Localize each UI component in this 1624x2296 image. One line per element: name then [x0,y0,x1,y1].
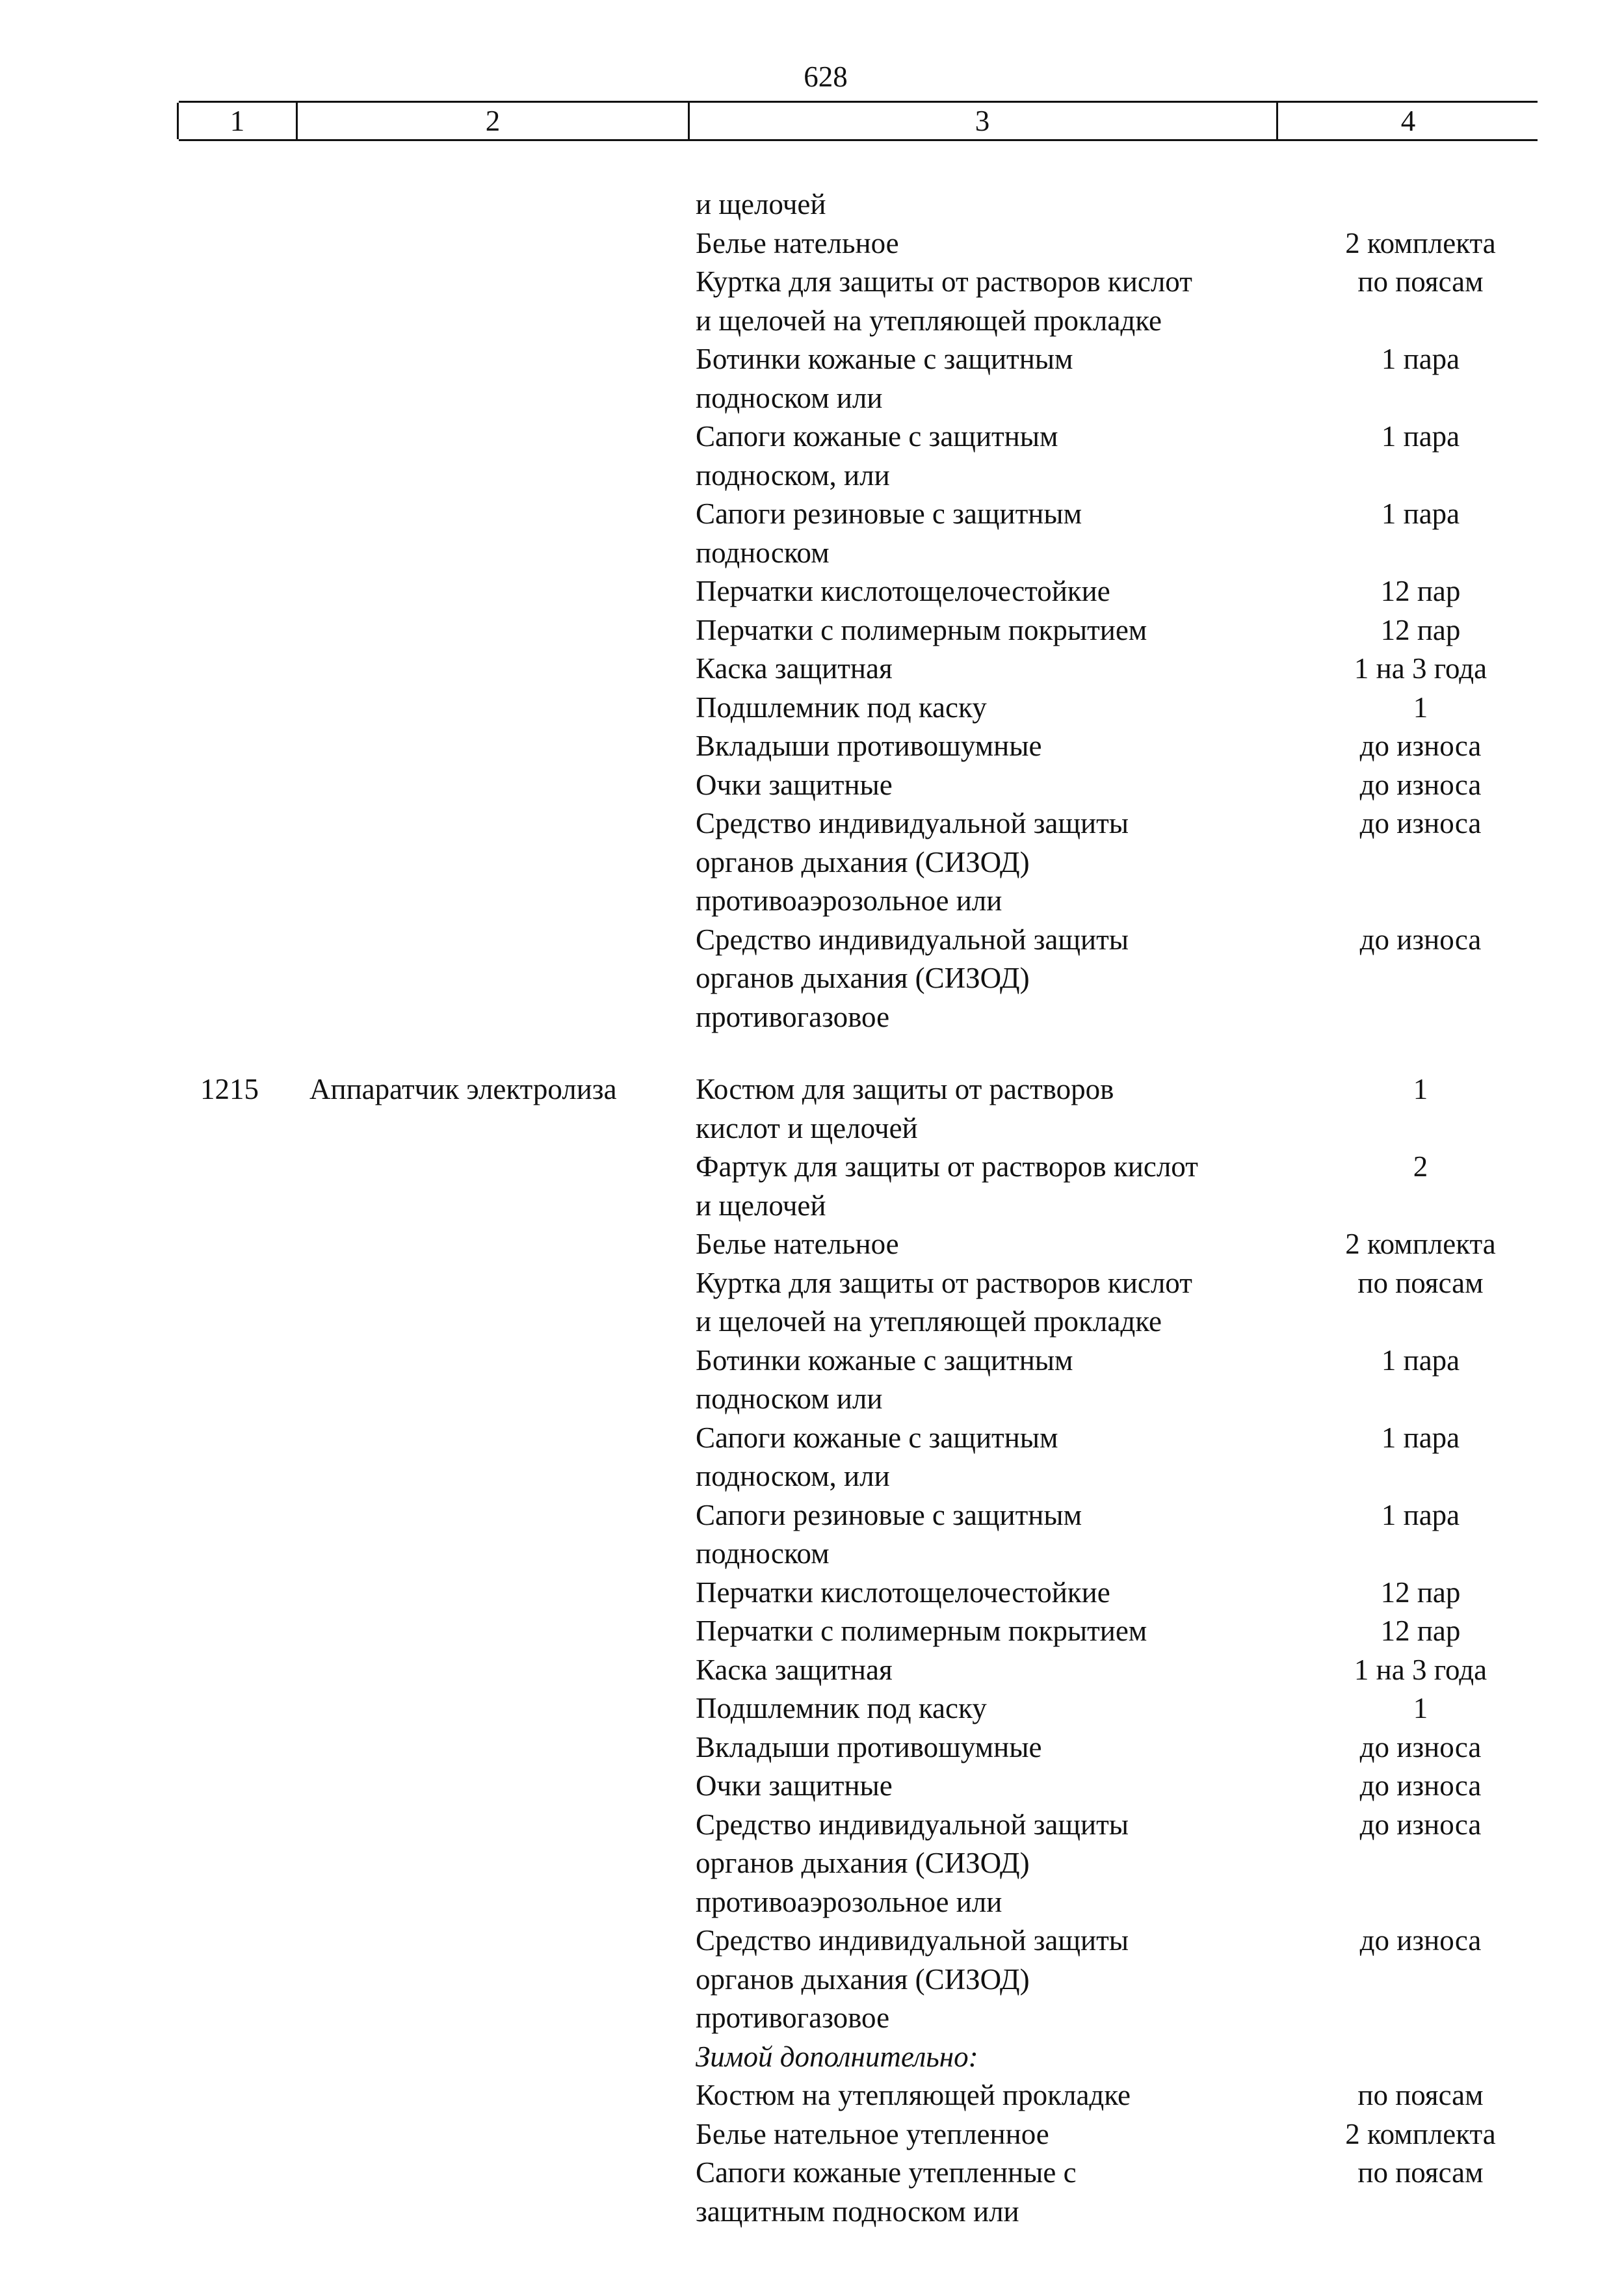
section-subheading: Зимой дополнительно: [696,2040,978,2073]
item-name: Очки защитные [696,768,893,801]
column-header-4: 4 [1400,105,1416,137]
item-name: Куртка для защиты от растворов кислот [696,265,1192,298]
item-name: органов дыхания (СИЗОД) [696,845,1030,878]
item-name: Куртка для защиты от растворов кислот [696,1266,1192,1299]
item-quantity: до износа [1359,1730,1482,1763]
item-name: Сапоги резиновые с защитным [696,1498,1082,1531]
item-name: Очки защитные [696,1769,893,1802]
item-name: Каска защитная [696,1653,893,1686]
item-quantity: до износа [1359,1808,1482,1841]
item-quantity: 1 пара [1381,1421,1460,1454]
item-name: Белье нательное [696,226,899,259]
item-name: Сапоги кожаные с защитным [696,1421,1058,1454]
item-quantity: 1 пара [1381,1498,1460,1531]
column-header-1: 1 [229,105,245,137]
item-name: Сапоги кожаные с защитным [696,420,1058,453]
item-name: органов дыхания (СИЗОД) [696,962,1030,994]
column-header-row [179,101,1538,141]
item-quantity: по поясам [1357,265,1484,298]
item-name: Костюм для защиты от растворов [696,1073,1114,1105]
item-quantity: до износа [1359,768,1482,801]
item-name: подноском, или [696,1460,890,1492]
item-name: Вкладыши противошумные [696,1730,1042,1763]
row-number: 1215 [200,1073,259,1105]
page-number: 628 [804,60,848,93]
item-name: Перчатки кислотощелочестойкие [696,1576,1110,1609]
item-name: Средство индивидуальной защиты [696,807,1129,839]
item-quantity: 1 [1413,1692,1428,1724]
item-quantity: 12 пар [1380,1576,1461,1609]
item-quantity: 2 комплекта [1345,226,1496,259]
item-name: Перчатки кислотощелочестойкие [696,575,1110,607]
item-quantity: по поясам [1357,2156,1484,2189]
profession-name: Аппаратчик электролиза [309,1073,617,1105]
item-quantity: 12 пар [1380,1615,1461,1647]
item-name: и щелочей на утепляющей прокладке [696,1305,1162,1338]
item-name: подноском [696,1537,830,1570]
item-name: Средство индивидуальной защиты [696,923,1129,956]
item-name: подноском или [696,1382,883,1415]
item-name: Фартук для защиты от растворов кислот [696,1150,1198,1183]
item-name: подноском, или [696,458,890,492]
item-name: Сапоги кожаные утепленные с [696,2156,1077,2189]
item-name: Подшлемник под каску [696,691,987,724]
item-quantity: 1 пара [1381,1343,1460,1377]
item-quantity: до износа [1359,1769,1482,1802]
item-quantity: 12 пар [1380,575,1461,607]
item-name: Подшлемник под каску [696,1692,987,1724]
item-quantity: 1 [1413,691,1428,724]
item-quantity: до износа [1359,807,1482,839]
item-quantity: 1 пара [1381,497,1460,530]
item-name: Средство индивидуальной защиты [696,1924,1129,1957]
item-name: Ботинки кожаные с защитным [696,1343,1073,1377]
item-name: противоаэрозольное или [696,1885,1002,1918]
item-quantity: 1 пара [1381,343,1460,375]
item-quantity: 2 [1413,1150,1428,1183]
item-name: Белье нательное утепленное [696,2117,1049,2150]
item-name: и щелочей на утепляющей прокладке [696,304,1162,337]
item-name: Каска защитная [696,652,893,685]
item-name: Средство индивидуальной защиты [696,1808,1129,1841]
item-name: противоаэрозольное или [696,884,1002,917]
item-name: и щелочей [696,188,826,220]
item-name: подноском или [696,381,883,414]
item-name: органов дыхания (СИЗОД) [696,1962,1030,1996]
item-quantity: по поясам [1357,2079,1484,2111]
item-name: кислот и щелочей [696,1111,918,1144]
item-quantity: до износа [1359,730,1482,762]
item-name: Перчатки с полимерным покрытием [696,1615,1147,1647]
item-name: Перчатки с полимерным покрытием [696,613,1147,646]
item-quantity: по поясам [1357,1266,1484,1299]
item-quantity: 1 на 3 года [1354,652,1487,685]
item-name: подноском [696,536,830,569]
column-header-3: 3 [975,105,990,137]
item-quantity: 1 [1413,1073,1428,1105]
item-name: Белье нательное [696,1228,899,1260]
item-quantity: 2 комплекта [1345,2117,1496,2150]
item-quantity: 1 пара [1381,420,1460,453]
item-quantity: до износа [1359,1924,1482,1957]
item-name: Вкладыши противошумные [696,730,1042,762]
column-header-2: 2 [485,105,501,137]
item-name: органов дыхания (СИЗОД) [696,1847,1030,1879]
item-name: Ботинки кожаные с защитным [696,343,1073,375]
item-name: Костюм на утепляющей прокладке [696,2079,1131,2111]
item-name: противогазовое [696,1000,890,1033]
item-name: защитным подноском или [696,2195,1019,2228]
item-quantity: 2 комплекта [1345,1228,1496,1260]
item-name: и щелочей [696,1189,826,1222]
item-quantity: 1 на 3 года [1354,1653,1487,1686]
item-quantity: до износа [1359,923,1482,956]
item-name: противогазовое [696,2001,890,2034]
item-name: Сапоги резиновые с защитным [696,497,1082,530]
item-quantity: 12 пар [1380,613,1461,646]
